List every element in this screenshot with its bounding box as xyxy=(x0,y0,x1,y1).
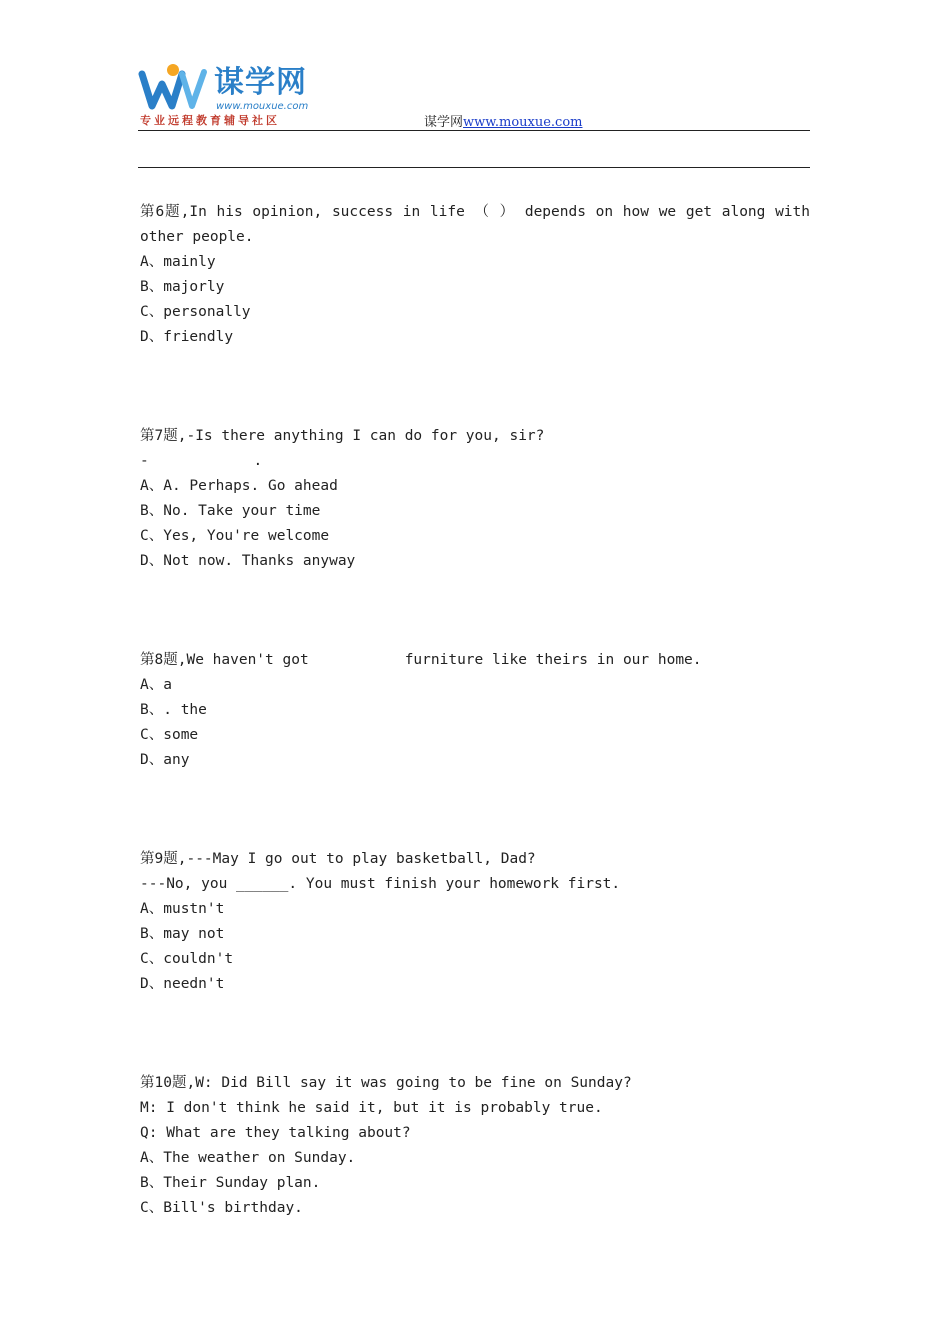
answer-option[interactable]: D、Not now. Thanks anyway xyxy=(140,553,356,569)
answer-option[interactable]: B、may not xyxy=(140,926,225,942)
answer-option[interactable]: A、mainly xyxy=(140,254,216,270)
logo-text: 谋学网 xyxy=(214,65,307,100)
answer-option[interactable]: D、any xyxy=(140,752,190,768)
answer-option[interactable]: D、friendly xyxy=(140,329,234,345)
question-stem: 第7题,-Is there anything I can do for you, sir? xyxy=(140,428,545,444)
answer-option[interactable]: D、needn't xyxy=(140,976,225,992)
question-10 xyxy=(140,1071,632,1221)
question-stem: ---No, you ______. You must finish your homework first. xyxy=(140,876,621,892)
site-label: 谋学网 xyxy=(424,115,464,130)
site-logo[interactable] xyxy=(138,62,328,130)
question-stem: 第9题,---May I go out to play basketball, Dad? xyxy=(140,851,536,867)
question-stem: other people. xyxy=(140,229,254,245)
header-divider-top xyxy=(138,130,810,131)
question-9 xyxy=(140,847,620,997)
answer-option[interactable]: A、A. Perhaps. Go ahead xyxy=(140,478,338,494)
logo-slogan: 专业远程教育辅导社区 xyxy=(140,114,280,127)
question-stem: - . xyxy=(140,453,263,469)
header-divider-bottom xyxy=(138,167,810,168)
question-stem: Q: What are they talking about? xyxy=(140,1125,411,1141)
question-8 xyxy=(140,648,702,773)
question-stem: 第10题,W: Did Bill say it was going to be fine on Sunday? xyxy=(140,1075,632,1091)
answer-option[interactable]: C、couldn't xyxy=(140,951,234,967)
answer-option[interactable]: C、some xyxy=(140,727,199,743)
answer-option[interactable]: A、a xyxy=(140,677,172,693)
answer-option[interactable]: B、majorly xyxy=(140,279,225,295)
answer-option[interactable]: B、Their Sunday plan. xyxy=(140,1175,321,1191)
logo-url: www.mouxue.com xyxy=(216,101,309,112)
answer-option[interactable]: C、Bill's birthday. xyxy=(140,1200,303,1216)
logo-mark-icon xyxy=(138,62,214,114)
answer-option[interactable]: C、personally xyxy=(140,304,251,320)
page-header xyxy=(138,62,810,170)
question-6 xyxy=(140,200,810,350)
site-link[interactable]: www.mouxue.com xyxy=(463,115,583,130)
answer-option[interactable]: B、No. Take your time xyxy=(140,503,321,519)
site-reference xyxy=(424,116,582,130)
question-stem: M: I don't think he said it, but it is probably true. xyxy=(140,1100,603,1116)
answer-option[interactable]: A、mustn't xyxy=(140,901,225,917)
answer-option[interactable]: B、. the xyxy=(140,702,207,718)
answer-option[interactable]: C、Yes, You're welcome xyxy=(140,528,330,544)
question-7 xyxy=(140,424,544,574)
answer-option[interactable]: A、The weather on Sunday. xyxy=(140,1150,356,1166)
question-stem: 第8题,We haven't got furniture like theirs in our home. xyxy=(140,652,702,668)
question-stem: 第6题,In his opinion, success in life （ ） depends on how we get along with xyxy=(140,204,810,220)
